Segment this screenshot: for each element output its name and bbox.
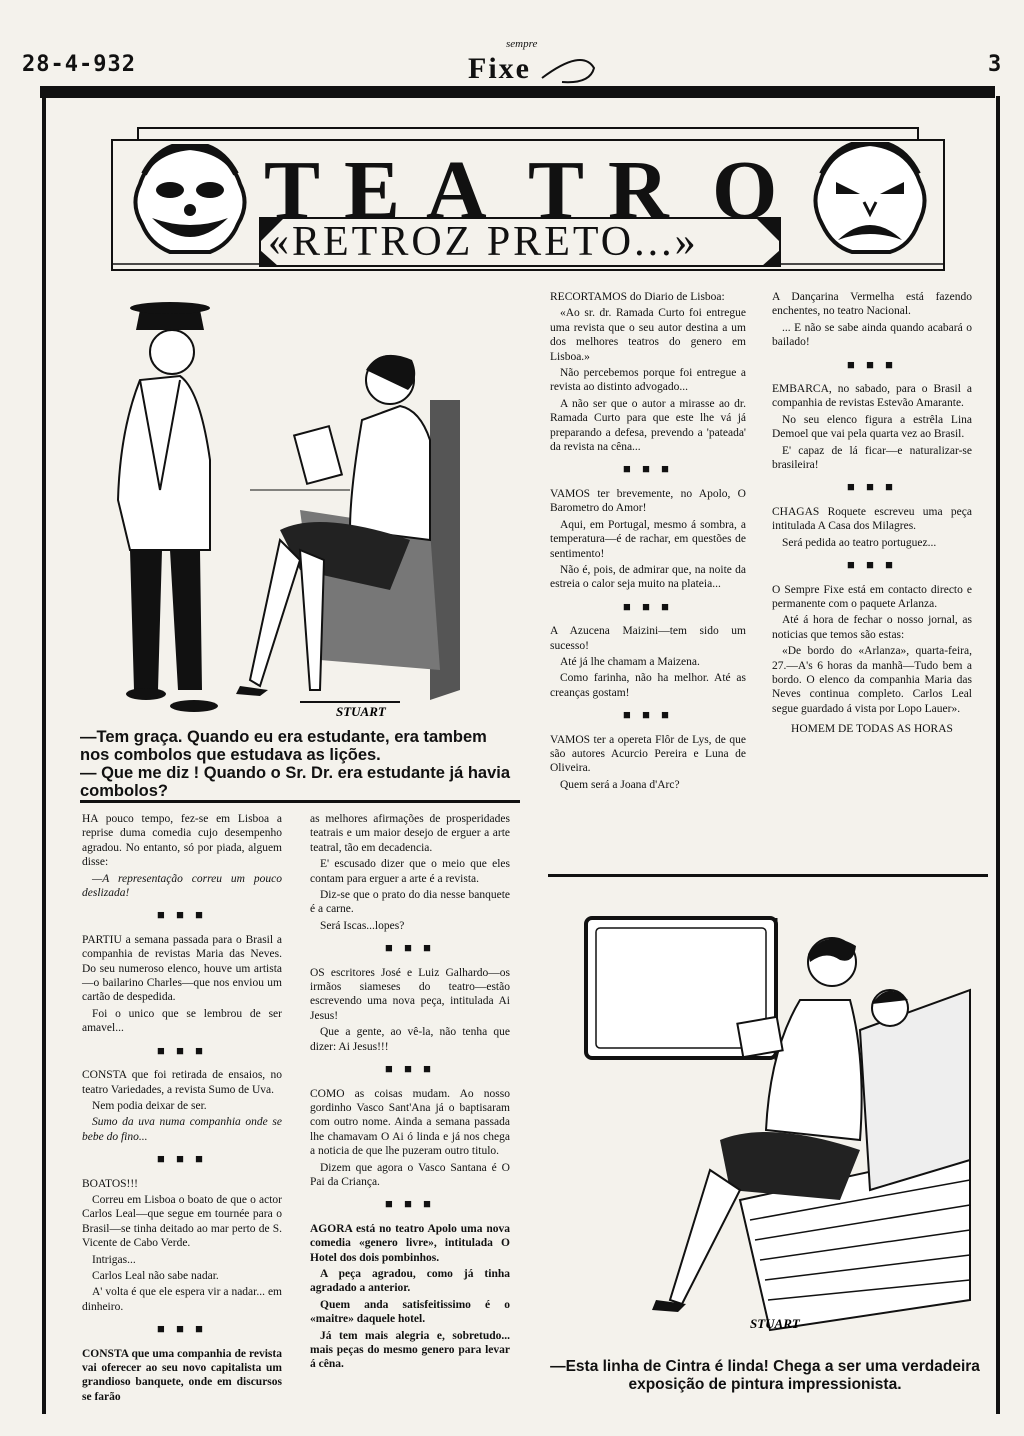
- caption-1: [80, 728, 516, 800]
- comedy-mask-icon: [130, 144, 250, 256]
- paragraph: PARTIU a semana passada para o Brasil a companhia de revistas Maria das Neves. Do seu numeroso elenco, houve um artista—o bailarino Charles—que nos enviou um cartão de despedida.: [82, 933, 282, 1004]
- paragraph: Carlos Leal não sabe nadar.: [92, 1269, 219, 1282]
- masthead-name: Fixe: [468, 52, 531, 85]
- caption-1-line-2: — Que me diz ! Quando o Sr. Dr. era estudante já havia combolos?: [80, 764, 511, 800]
- masthead-small: sempre: [506, 38, 538, 50]
- signature-2: STUART: [750, 1316, 800, 1331]
- paragraph: EMBARCA, no sabado, para o Brasil a companhia de revistas Estevão Amarante.: [772, 383, 972, 410]
- masthead-swash: [462, 38, 602, 88]
- paragraph: as melhores afirmações de prosperidades teatrais e um maior desejo de erguer a arte teatral, tão em decadencia.: [310, 813, 510, 854]
- paragraph: Dizem que agora o Vasco Santana é O Pai da Criança.: [310, 1161, 510, 1188]
- paragraph: Não é, pois, de admirar que, na noite da estreia o calor seja muito na plateia...: [550, 563, 746, 591]
- paragraph: Como farinha, não ha melhor. Até as creanças gostam!: [550, 672, 746, 699]
- paragraph: A Dançarina Vermelha está fazendo enchentes, no teatro Nacional.: [772, 291, 972, 318]
- masthead-logo: [462, 38, 602, 88]
- paragraph: Já tem mais alegria e, sobretudo... mais peças do mesmo genero para levar á cêna.: [310, 1329, 510, 1371]
- separator: ■ ■ ■: [846, 479, 898, 495]
- separator: ■ ■ ■: [846, 356, 898, 372]
- paragraph: COMO as coisas mudam. Ao nosso gordinho Vasco Sant'Ana já o baptisaram com outro nome. Ainda a semana passada lhe chamavam O Ai ó linda e já nos chega a noticia de que lhe puzeram outro titulo.: [310, 1087, 510, 1158]
- paragraph: CONSTA que uma companhia de revista vai oferecer ao seu novo capitalista um grandioso banquete, onde em discursos se farão: [82, 1347, 282, 1403]
- paragraph: O Sempre Fixe está em contacto directo e permanente com o paquete Arlanza.: [772, 583, 972, 610]
- paragraph: No seu elenco figura a estrêla Lina Demoel que vai pela quarta vez ao Brasil.: [772, 413, 972, 441]
- paragraph: RECORTAMOS do Diario de Lisboa:: [550, 291, 725, 303]
- separator: ■ ■ ■: [156, 1151, 208, 1167]
- paragraph: VAMOS ter brevemente, no Apolo, O Barometro do Amor!: [550, 487, 746, 515]
- paragraph: Que a gente, ao vê-la, não tenha que dizer: Ai Jesus!!!: [310, 1026, 510, 1053]
- paragraph: OS escritores José e Luiz Galhardo—os irmãos siameses do teatro—estão escrevendo uma nova peça, intitulada Ai Jesus!: [310, 966, 510, 1022]
- column-rule-right: [548, 874, 988, 877]
- separator: ■ ■ ■: [156, 1042, 208, 1058]
- separator: ■ ■ ■: [622, 598, 674, 614]
- paragraph: E' escusado dizer que o meio que eles contam para erguer a arte é a revista.: [310, 858, 510, 885]
- paragraph: Sumo da uva numa companhia onde se bebe do fino...: [82, 1116, 282, 1143]
- separator: ■ ■ ■: [384, 940, 436, 956]
- column-a: [82, 812, 282, 1406]
- paragraph: ... E não se sabe ainda quando acabará o bailado!: [772, 321, 972, 349]
- column-d: [772, 290, 972, 739]
- column-c: [550, 290, 746, 794]
- separator: ■ ■ ■: [384, 1196, 436, 1212]
- paragraph: «De bordo do «Arlanza», quarta-feira, 27.—A's 6 horas da manhã—Tudo bem a bordo. O elenco da companhia Maria das Neves continua completo. Carlos Leal segue guardado á vista por Lopo Lauer».: [772, 645, 972, 715]
- title-letter-r: R: [608, 144, 669, 237]
- separator: ■ ■ ■: [156, 1321, 208, 1337]
- title-letter-a: A: [426, 144, 487, 237]
- paragraph: Não percebemos porque foi entregue a revista ao distinto advogado...: [550, 367, 746, 394]
- separator: ■ ■ ■: [156, 907, 208, 923]
- page-number: 3: [988, 52, 1002, 77]
- illustration-train-passenger: [570, 900, 980, 1340]
- paragraph: E' capaz de lá ficar—e naturalizar-se brasileira!: [772, 444, 972, 472]
- paragraph: VAMOS ter a opereta Flôr de Lys, de que são autores Acurcio Pereira e Luna de Oliveira.: [550, 733, 746, 775]
- column-rule-left: [80, 800, 520, 803]
- paragraph: Correu em Lisboa o boato de que o actor Carlos Leal—que segue em tournée para o Brasil—se tinha deitado ao mar perto de S. Vicente de Cabo Verde.: [82, 1193, 282, 1250]
- title-letter-e: E: [344, 144, 401, 237]
- title-letter-t2: T: [528, 144, 585, 237]
- separator: ■ ■ ■: [622, 707, 674, 723]
- tragedy-mask-icon: [808, 142, 932, 256]
- separator: ■ ■ ■: [846, 557, 898, 573]
- paragraph: Quem anda satisfeitissimo é o «maitre» daquele hotel.: [310, 1298, 510, 1326]
- title-letter-t1: T: [264, 144, 321, 237]
- paragraph: A peça agradou, como já tinha agradado a anterior.: [310, 1267, 510, 1295]
- paragraph: Até já lhe chamam a Maizena.: [560, 655, 700, 668]
- paragraph: A' volta é que ele espera vir a nadar... em dinheiro.: [82, 1286, 282, 1313]
- caption-1-line-1: —Tem graça. Quando eu era estudante, era tambem nos combolos que estudava as lições.: [80, 728, 487, 764]
- paragraph: A Azucena Maizini—tem sido um sucesso!: [550, 625, 746, 652]
- paragraph: —A representação correu um pouco deslizada!: [82, 872, 282, 900]
- paragraph: «Ao sr. dr. Ramada Curto foi entregue uma revista que o seu autor destina a um dos melhores teatros do genero em Lisboa.»: [550, 307, 746, 363]
- paragraph: Até á hora de fechar o nosso jornal, as noticias que temos são estas:: [772, 614, 972, 641]
- paragraph: CHAGAS Roquete escreveu uma peça intitulada A Casa dos Milagres.: [772, 505, 972, 533]
- paragraph: A não ser que o autor a mirasse ao dr. Ramada Curto para que este lhe vá já preparando a defesa, prevendo a 'pateada' da revista na cêna...: [550, 397, 746, 454]
- signature-1: STUART: [336, 704, 386, 719]
- paragraph: AGORA está no teatro Apolo uma nova comedia «genero livre», intitulada O Hotel dos dois pombinhos.: [310, 1222, 510, 1264]
- column-b: [310, 812, 510, 1374]
- paragraph: Quem será a Joana d'Arc?: [560, 778, 680, 791]
- paragraph: HA pouco tempo, fez-se em Lisboa a reprise duma comedia cujo desempenho agradou. No entanto, só por piada, alguem disse:: [82, 813, 282, 869]
- subtitle: «RETROZ PRETO...»: [268, 219, 699, 265]
- paragraph: Diz-se que o prato do dia nesse banquete é a carne.: [310, 889, 510, 916]
- paragraph: Será Iscas...lopes?: [320, 919, 405, 932]
- paragraph: Intrigas...: [92, 1253, 136, 1266]
- paragraph: Nem podia deixar de ser.: [92, 1099, 207, 1112]
- paragraph: Aqui, em Portugal, mesmo á sombra, a temperatura—é de rachar, em questões de sentimento!: [550, 518, 746, 560]
- byline: HOMEM DE TODAS AS HORAS: [791, 723, 953, 736]
- paragraph: CONSTA que foi retirada de ensaios, no teatro Variedades, a revista Sumo de Uva.: [82, 1069, 282, 1096]
- paragraph: Será pedida ao teatro portuguez...: [782, 536, 937, 549]
- separator: ■ ■ ■: [384, 1061, 436, 1077]
- paragraph: Foi o unico que se lembrou de ser amavel...: [82, 1007, 282, 1035]
- issue-date: 28-4-932: [22, 52, 136, 77]
- separator: ■ ■ ■: [622, 461, 674, 477]
- illustration-man-and-woman: [100, 290, 520, 720]
- title-banner: [108, 120, 948, 272]
- title-letter-o: O: [712, 144, 778, 237]
- caption-2: —Esta linha de Cintra é linda! Chega a ser uma verdadeira exposição de pintura impressionista.: [550, 1358, 980, 1393]
- paragraph: BOATOS!!!: [82, 1177, 139, 1190]
